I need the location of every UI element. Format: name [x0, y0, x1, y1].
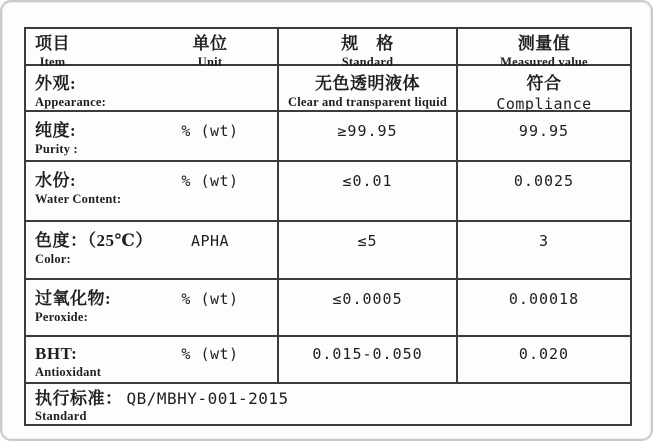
- cell-measured: [458, 112, 630, 160]
- cell-standard: [279, 112, 458, 160]
- header-measured-cn: 测量值: [517, 34, 571, 53]
- measured-en: Compliance: [496, 95, 592, 113]
- header-cell-item-unit: [26, 29, 279, 70]
- specification-table: [24, 27, 632, 426]
- cell-item: [26, 112, 279, 160]
- unit-value: [157, 73, 277, 113]
- item-en: Antioxidant: [35, 365, 102, 379]
- table-row-executive-standard: [26, 384, 630, 424]
- header-item-en: Item: [39, 55, 66, 69]
- header-standard-cn: 规 格: [341, 34, 394, 53]
- item-cn: BHT:: [35, 344, 78, 363]
- item-en: Water Content:: [35, 192, 122, 206]
- table-row-peroxide: [26, 280, 630, 337]
- standard-value: ≤0.0005: [332, 290, 403, 308]
- cell-standard: [279, 337, 458, 382]
- table-row-purity: [26, 112, 630, 162]
- header-item-cn: 项目: [35, 34, 70, 53]
- header-cell-standard: [279, 29, 458, 70]
- cell-item: [26, 162, 279, 220]
- table-row-color: [26, 222, 630, 280]
- cell-item: [26, 337, 279, 382]
- executive-standard-en: Standard: [35, 409, 87, 423]
- cell-measured: [458, 66, 630, 113]
- unit-value: [157, 230, 277, 278]
- cell-measured: [458, 337, 630, 382]
- cell-measured: [458, 280, 630, 335]
- standard-value: ≥99.95: [337, 122, 398, 140]
- item-label: [35, 343, 157, 382]
- unit-value: [157, 170, 277, 220]
- item-cn: 色度：（25℃）: [35, 231, 153, 250]
- item-en: Color:: [35, 252, 71, 266]
- unit-value: [157, 288, 277, 335]
- table-row-appearance: [26, 66, 630, 112]
- unit-text: % (wt): [181, 290, 239, 308]
- item-label: [35, 170, 157, 220]
- cell-item: [26, 222, 279, 278]
- item-label: [35, 288, 157, 335]
- item-label: [35, 73, 157, 113]
- measured-value: 0.020: [518, 345, 570, 363]
- cell-measured: [458, 162, 630, 220]
- item-label: [35, 230, 157, 278]
- unit-text: % (wt): [181, 345, 239, 363]
- standard-value: ≤5: [357, 232, 378, 250]
- cell-item: [26, 280, 279, 335]
- standard-cn: 无色透明液体: [315, 74, 420, 93]
- header-unit-cn: 单位: [192, 34, 228, 53]
- standard-value: 0.015-0.050: [312, 345, 423, 363]
- unit-text: % (wt): [181, 122, 239, 140]
- measured-value: 0.00018: [508, 290, 580, 308]
- table-header-row: [26, 29, 630, 69]
- header-standard-en: Standard: [341, 55, 394, 69]
- unit-value: [157, 343, 277, 382]
- item-cn: 过氧化物:: [35, 289, 112, 308]
- executive-standard-line: [35, 384, 630, 409]
- unit-text: APHA: [190, 232, 230, 250]
- item-en: Peroxide:: [35, 310, 88, 324]
- unit-text: % (wt): [181, 172, 239, 190]
- header-cell-measured: [458, 29, 630, 70]
- header-unit-en: Unit: [197, 55, 223, 69]
- cell-standard: [279, 280, 458, 335]
- header-item: [35, 33, 70, 70]
- table-row-water-content: [26, 162, 630, 222]
- item-en: Appearance:: [35, 95, 106, 109]
- executive-standard-label: 执行标准：: [35, 389, 123, 408]
- item-cn: 外观:: [35, 74, 77, 93]
- measured-value: 0.0025: [513, 172, 575, 190]
- item-en: Purity :: [35, 142, 78, 156]
- cell-standard: [279, 162, 458, 220]
- measured-value: 99.95: [518, 122, 570, 140]
- measured-value: 3: [538, 232, 550, 250]
- item-cn: 纯度:: [35, 121, 77, 140]
- cell-standard: [279, 66, 458, 113]
- table-row-bht-antioxidant: [26, 337, 630, 384]
- standard-en: Clear and transparent liquid: [288, 95, 447, 109]
- item-cn: 水份:: [35, 171, 77, 190]
- header-unit: [157, 33, 277, 70]
- cell-standard: [279, 222, 458, 278]
- standard-value: ≤0.01: [342, 172, 393, 190]
- unit-value: [157, 120, 277, 160]
- item-label: [35, 120, 157, 160]
- cell-measured: [458, 222, 630, 278]
- header-measured-en: Measured value: [500, 55, 588, 69]
- executive-standard-code: QB/MBHY-001-2015: [126, 389, 289, 408]
- cell-item: [26, 66, 279, 113]
- measured-cn: 符合: [526, 74, 562, 93]
